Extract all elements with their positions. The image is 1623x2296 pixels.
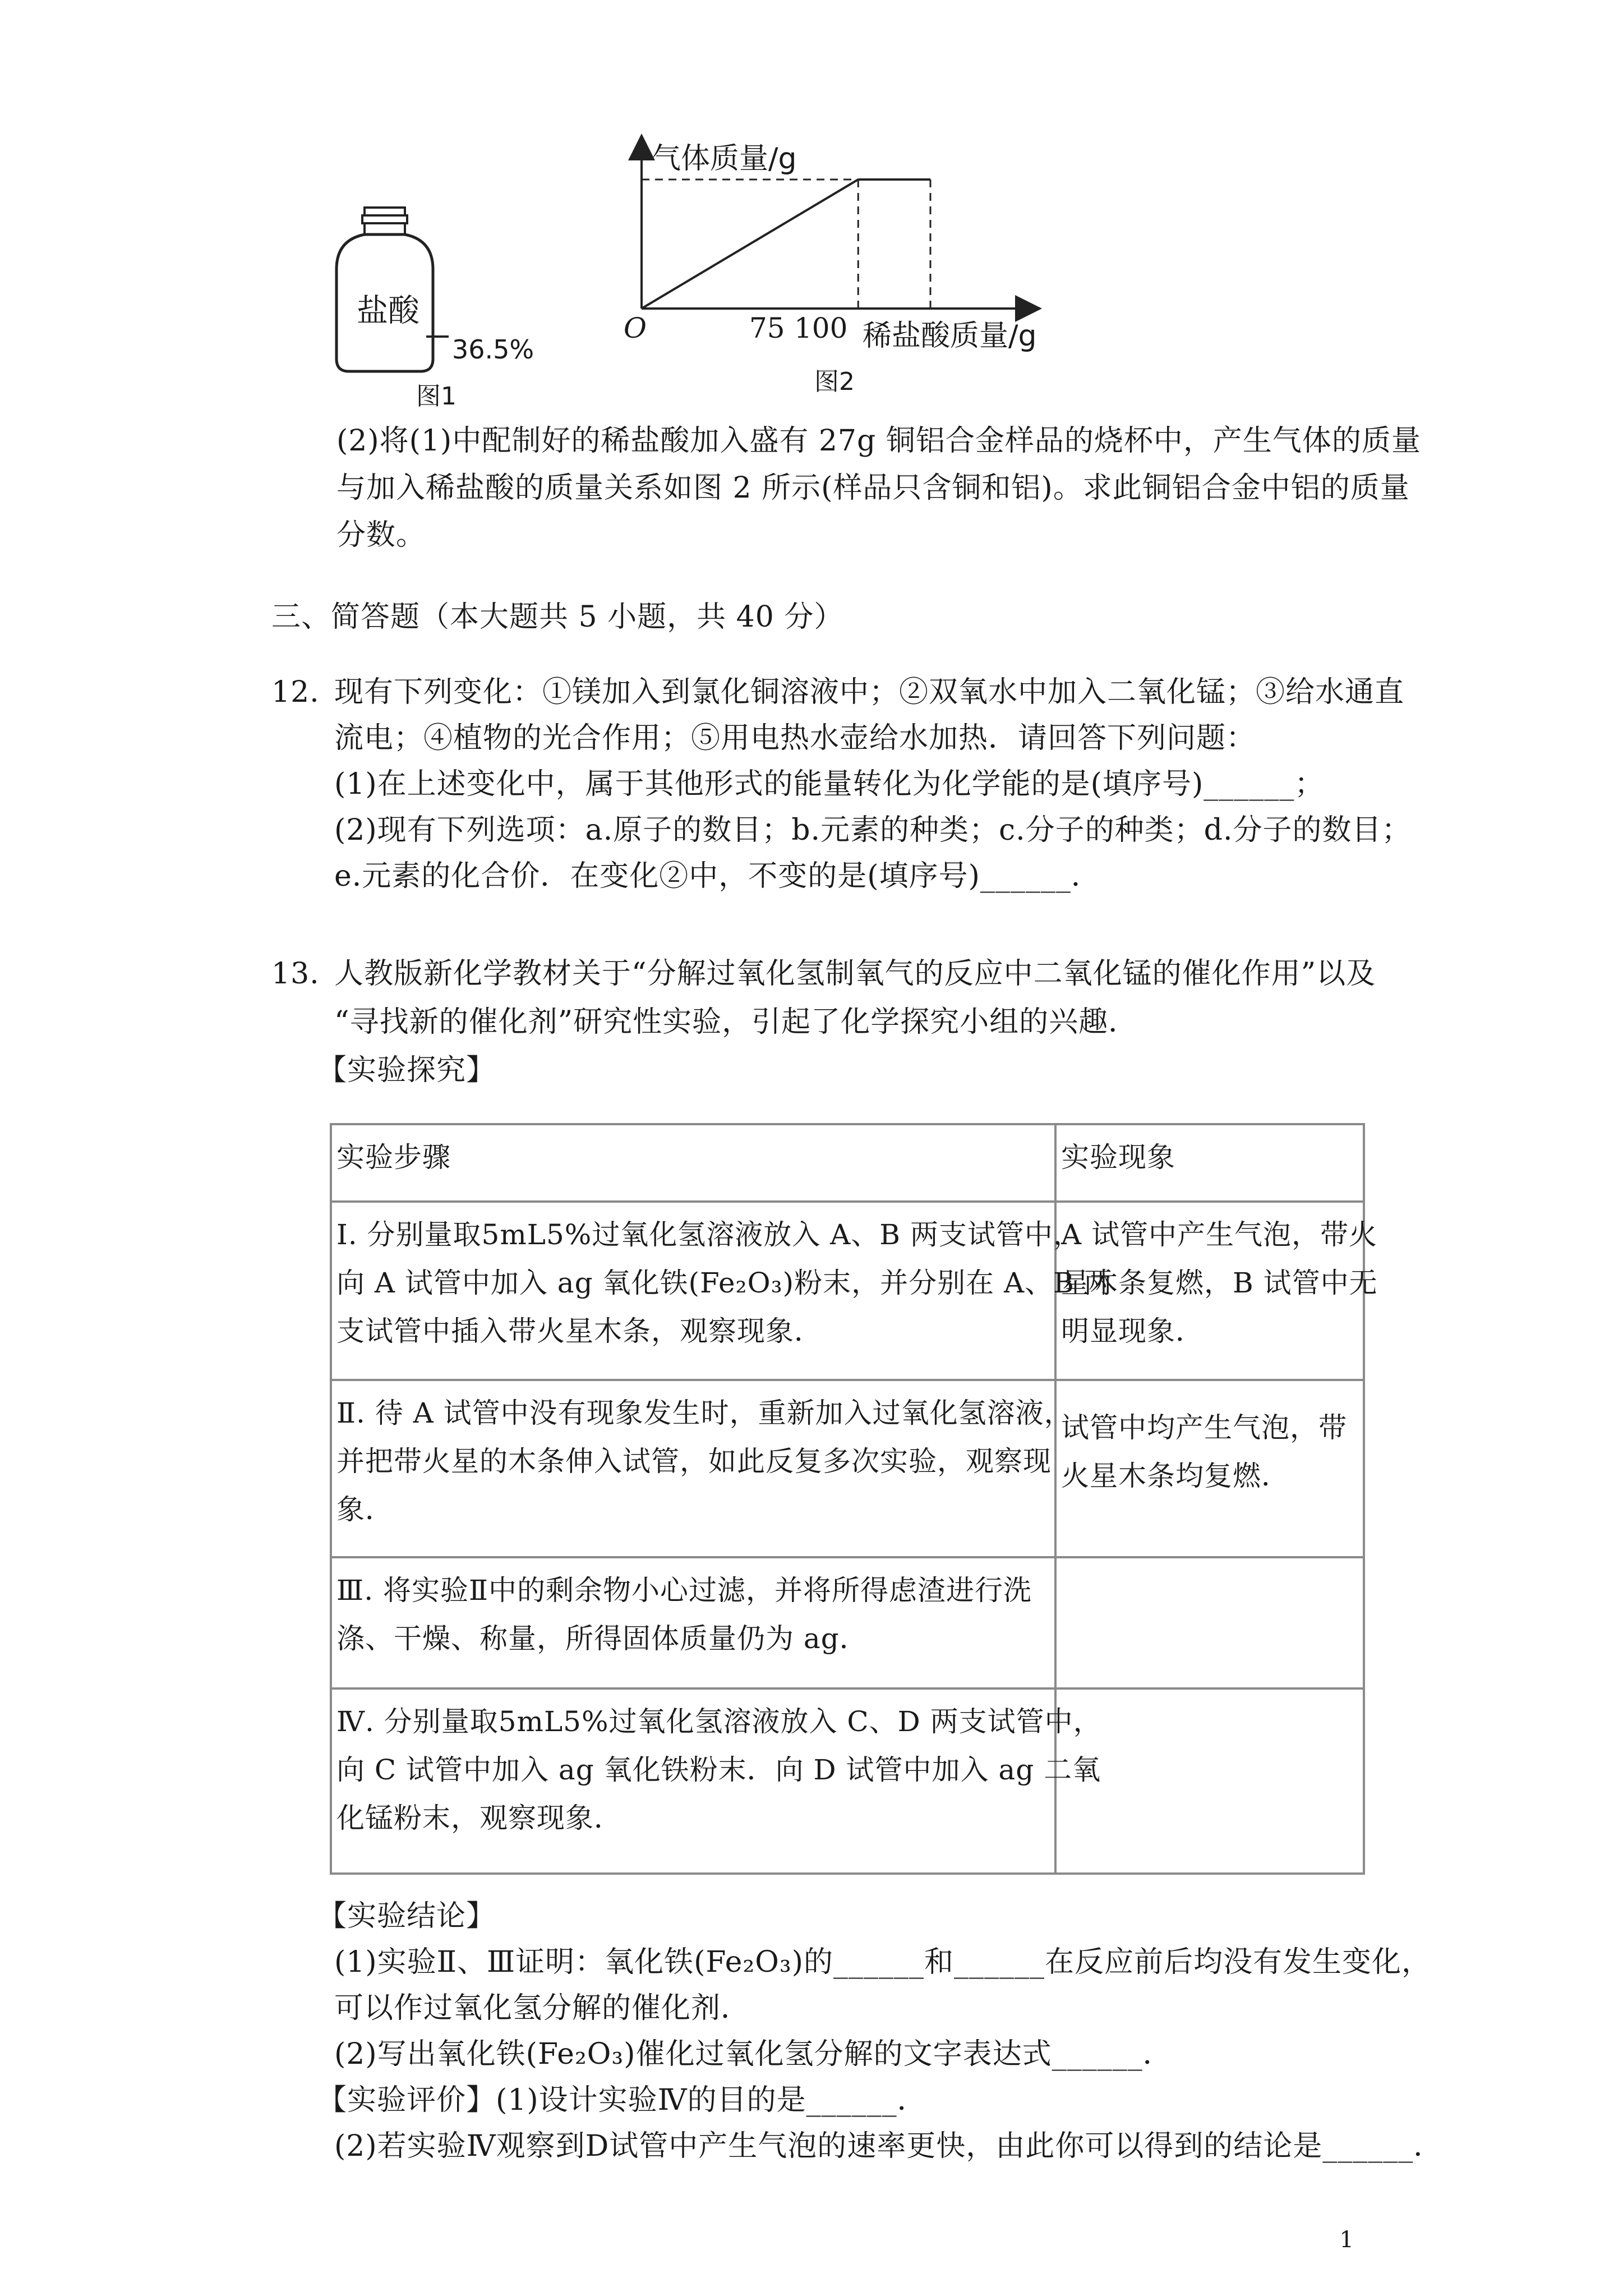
q12-line-3: (1)在上述变化中，属于其他形式的能量转化为化学能的是(填序号)______； bbox=[334, 767, 1325, 801]
figure-2-caption: 图2 bbox=[814, 367, 855, 396]
chart-x-tick-75: 75 bbox=[749, 312, 785, 344]
table-row bbox=[331, 1202, 1364, 1380]
step-text: Ⅰ. 分别量取5mL5%过氧化氢溶液放入 A、B 两支试管中， bbox=[336, 1218, 1082, 1251]
phenomenon-text: A 试管中产生气泡，带火 bbox=[1061, 1218, 1378, 1251]
header-phenomenon: 实验现象 bbox=[1055, 1124, 1364, 1202]
table-row bbox=[331, 1557, 1364, 1688]
step-text: Ⅳ. 分别量取5mL5%过氧化氢溶液放入 C、D 两支试管中， bbox=[336, 1705, 1102, 1738]
phenomenon-text: 星木条复燃，B 试管中无 bbox=[1061, 1267, 1378, 1299]
q11-line-2: 与加入稀盐酸的质量关系如图 2 所示(样品只含铜和铝)。求此铜铝合金中铝的质量 bbox=[336, 471, 1410, 505]
step-text: 并把带火星的木条伸入试管，如此反复多次实验，观察现 bbox=[336, 1445, 1052, 1478]
bottle-label: 盐酸 bbox=[357, 293, 419, 329]
experiment-table bbox=[330, 1123, 1378, 1875]
q13-line-2: “寻找新的催化剂”研究性实验，引起了化学探究小组的兴趣． bbox=[334, 1005, 1138, 1039]
q13-conclusion-1: (1)实验Ⅱ、Ⅲ证明：氧化铁(Fe₂O₃)的______和______在反应前后均没有发生变化， bbox=[334, 1945, 1432, 1979]
step-text: Ⅱ. 待 A 试管中没有现象发生时，重新加入过氧化氢溶液， bbox=[336, 1397, 1073, 1429]
step-text: 象． bbox=[336, 1493, 394, 1526]
q13-conclusion-2: 可以作过氧化氢分解的催化剂． bbox=[334, 1991, 751, 2025]
table-header-row bbox=[331, 1124, 1364, 1202]
q13-conclusion-3: (2)写出氧化铁(Fe₂O₃)催化过氧化氢分解的文字表达式______． bbox=[334, 2037, 1173, 2071]
table-row bbox=[331, 1380, 1364, 1557]
bottle-concentration: 36.5% bbox=[452, 334, 534, 365]
q13-number: 13. bbox=[271, 957, 320, 991]
step-text: Ⅲ. 将实验Ⅱ中的剩余物小心过滤，并将所得虑渣进行洗 bbox=[336, 1574, 1032, 1607]
header-step: 实验步骤 bbox=[331, 1124, 1055, 1202]
figure-1-caption: 图1 bbox=[416, 382, 457, 411]
chart-y-label: 气体质量/g bbox=[652, 142, 797, 176]
gas-rising-line bbox=[642, 180, 858, 309]
step-text: 涤、干燥、称量，所得固体质量仍为 ag． bbox=[336, 1622, 868, 1655]
q12-line-4: (2)现有下列选项：a.原子的数目；b.元素的种类；c.分子的种类；d.分子的数目； bbox=[334, 813, 1412, 847]
step-text: 支试管中插入带火星木条，观察现象． bbox=[336, 1315, 823, 1347]
q11-line-1: (2)将(1)中配制好的稀盐酸加入盛有 27g 铜铝合金样品的烧杯中，产生气体的质量 bbox=[336, 424, 1421, 458]
q13-conclusion-heading: 【实验结论】 bbox=[317, 1899, 496, 1933]
q12-number: 12. bbox=[271, 675, 320, 709]
phenomenon-cell bbox=[1055, 1557, 1364, 1688]
step-cell bbox=[331, 1688, 1102, 1874]
chart-origin: O bbox=[624, 312, 647, 344]
q13-line-1: 人教版新化学教材关于“分解过氧化氢制氧气的反应中二氧化锰的催化作用”以及 bbox=[334, 957, 1376, 991]
q13-section-experiment: 【实验探究】 bbox=[317, 1053, 496, 1087]
step-text: 向 A 试管中加入 ag 氧化铁(Fe₂O₃)粉末，并分别在 A、B 两 bbox=[336, 1267, 1113, 1299]
q13-evaluation-1: 【实验评价】(1)设计实验Ⅳ的目的是______． bbox=[317, 2083, 927, 2117]
q12-line-2: 流电；④植物的光合作用；⑤用电热水壶给水加热．请回答下列问题： bbox=[334, 721, 1256, 755]
chart-x-label: 稀盐酸质量/g bbox=[863, 319, 1037, 353]
q11-line-3: 分数。 bbox=[336, 518, 426, 552]
phenomenon-text: 试管中均产生气泡，带 bbox=[1061, 1411, 1347, 1444]
step-cell bbox=[331, 1557, 1055, 1688]
q12-line-5: e.元素的化合价．在变化②中，不变的是(填序号)______． bbox=[334, 859, 1101, 893]
q12-line-1: 现有下列变化：①镁加入到氯化铜溶液中；②双氧水中加入二氧化锰；③给水通直 bbox=[334, 675, 1405, 709]
phenomenon-cell bbox=[1055, 1202, 1378, 1380]
table-row bbox=[331, 1688, 1364, 1874]
page-number: 1 bbox=[1339, 2227, 1354, 2253]
chart-x-tick-100: 100 bbox=[794, 312, 848, 344]
step-cell bbox=[331, 1380, 1073, 1557]
step-text: 化锰粉末，观察现象． bbox=[336, 1802, 623, 1834]
phenomenon-cell bbox=[1055, 1380, 1364, 1557]
step-cell bbox=[331, 1202, 1113, 1380]
q13-evaluation-2: (2)若实验Ⅳ观察到D试管中产生气泡的速率更快，由此你可以得到的结论是______． bbox=[334, 2129, 1444, 2163]
section-heading: 三、简答题（本大题共 5 小题，共 40 分） bbox=[271, 600, 844, 634]
step-text: 向 C 试管中加入 ag 氧化铁粉末．向 D 试管中加入 ag 二氧 bbox=[336, 1754, 1101, 1786]
phenomenon-text: 火星木条均复燃． bbox=[1061, 1460, 1290, 1492]
phenomenon-text: 明显现象． bbox=[1061, 1315, 1204, 1347]
